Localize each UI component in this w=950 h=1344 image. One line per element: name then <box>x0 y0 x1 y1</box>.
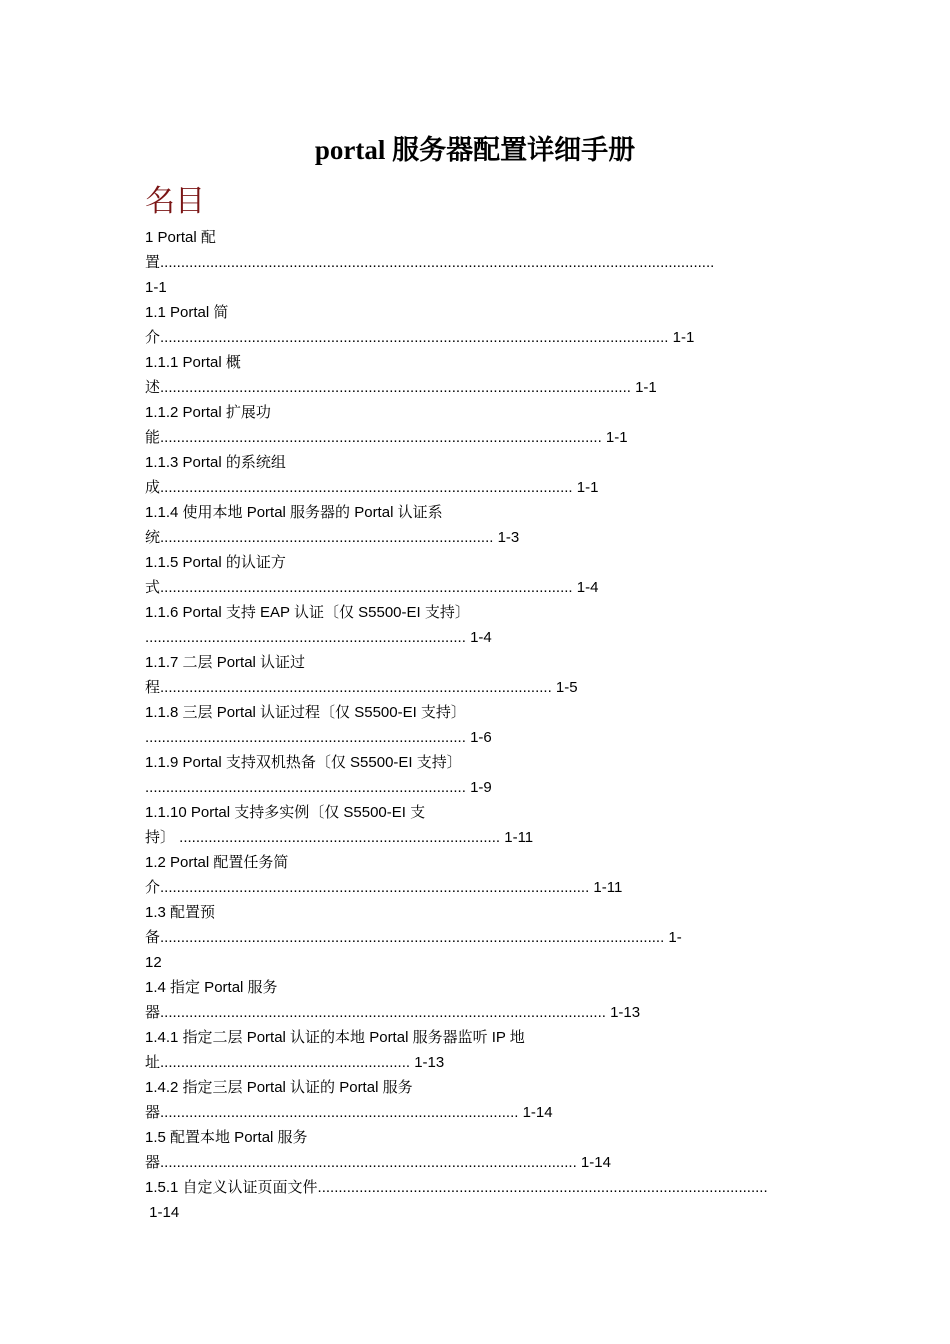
toc-entry-line: 1.1.9 Portal 支持双机热备〔仅 S5500-EI 支持〕 <box>145 754 462 771</box>
toc-entry-line: 介.......................................................................................................................... 1-1 <box>145 329 695 346</box>
toc-entry[interactable] <box>145 350 815 400</box>
toc-entry-line: 1.1.8 三层 Portal 认证过程〔仅 S5500-EI 支持〕 <box>145 704 466 721</box>
toc-entry-line: 1.4 指定 Portal 服务 <box>145 979 278 996</box>
toc-entry-line: 述................................................................................................................. 1-1 <box>145 379 657 396</box>
toc-entry[interactable] <box>145 300 815 350</box>
toc-entry[interactable] <box>145 500 815 550</box>
toc-entry-line: 1.1.5 Portal 的认证方 <box>145 554 286 571</box>
toc-entry-line: 备......................................................................................................................... 1- <box>145 929 682 946</box>
toc-entry-line: 1.1 Portal 简 <box>145 304 229 321</box>
toc-entry-line: 1.1.2 Portal 扩展功 <box>145 404 271 421</box>
toc-entry[interactable] <box>145 700 815 750</box>
toc-entry-line: 1-14 <box>145 1204 180 1221</box>
toc-entry[interactable] <box>145 1175 815 1225</box>
toc-entry-line: 1.1.10 Portal 支持多实例〔仅 S5500-EI 支 <box>145 804 426 821</box>
toc-entry-line: 12 <box>145 954 162 971</box>
toc-entry[interactable] <box>145 650 815 700</box>
toc-entry-line: 1.4.1 指定二层 Portal 认证的本地 Portal 服务器监听 IP 地 <box>145 1029 525 1046</box>
toc-entry-line: 统................................................................................ 1-3 <box>145 529 520 546</box>
toc-entry-line: 1.5.1 自定义认证页面文件............................................................................................................ <box>145 1179 768 1196</box>
toc-entry-line: 介....................................................................................................... 1-11 <box>145 879 623 896</box>
toc-entry-line: 1.1.6 Portal 支持 EAP 认证〔仅 S5500-EI 支持〕 <box>145 604 470 621</box>
toc-entry-line: 式................................................................................................... 1-4 <box>145 579 599 596</box>
toc-entry[interactable] <box>145 800 815 850</box>
toc-entry[interactable] <box>145 1125 815 1175</box>
toc-entry[interactable] <box>145 900 815 975</box>
toc-entry-line: 能.......................................................................................................... 1-1 <box>145 429 628 446</box>
toc-entry[interactable] <box>145 550 815 600</box>
toc-entry-line: 置..................................................................................................................................... <box>145 254 715 271</box>
toc-entry-line: 1-1 <box>145 279 167 296</box>
toc-entry[interactable] <box>145 975 815 1025</box>
toc-entry-line: 1.1.1 Portal 概 <box>145 354 241 371</box>
toc-entry[interactable] <box>145 600 815 650</box>
toc-entry[interactable] <box>145 450 815 500</box>
toc-entry-line: 器...................................................................................... 1-14 <box>145 1104 553 1121</box>
toc-entry[interactable] <box>145 400 815 450</box>
toc-entry-line: 址............................................................ 1-13 <box>145 1054 445 1071</box>
toc-entry-line: 1 Portal 配 <box>145 229 216 246</box>
toc-heading: 名目 <box>145 185 205 218</box>
toc-entry-line: 器........................................................................................................... 1-13 <box>145 1004 641 1021</box>
toc-entry-line: ............................................................................. 1-4 <box>145 629 492 646</box>
toc-entry-line: 程.............................................................................................. 1-5 <box>145 679 578 696</box>
toc-entry[interactable] <box>145 1075 815 1125</box>
toc-entry-line: 1.5 配置本地 Portal 服务 <box>145 1129 308 1146</box>
toc-entry-line: 1.1.7 二层 Portal 认证过 <box>145 654 306 671</box>
toc-entry[interactable] <box>145 750 815 800</box>
toc-entry[interactable] <box>145 1025 815 1075</box>
toc-entry-line: 成................................................................................................... 1-1 <box>145 479 599 496</box>
toc-entry-line: ............................................................................. 1-9 <box>145 779 492 796</box>
toc-entry-line: 持〕 ............................................................................. 1-11 <box>145 829 534 846</box>
toc-entry-line: 1.2 Portal 配置任务简 <box>145 854 289 871</box>
document-title: portal 服务器配置详细手册 <box>314 135 636 165</box>
toc-entry-line: 1.1.3 Portal 的系统组 <box>145 454 286 471</box>
toc-entry-line: ............................................................................. 1-6 <box>145 729 492 746</box>
toc-entry[interactable] <box>145 850 815 900</box>
toc-entry-line: 1.4.2 指定三层 Portal 认证的 Portal 服务 <box>145 1079 413 1096</box>
toc-entry-line: 器.................................................................................................... 1-14 <box>145 1154 611 1171</box>
toc-entry-line: 1.3 配置预 <box>145 904 216 921</box>
toc-entry[interactable] <box>145 225 815 300</box>
toc-entry-line: 1.1.4 使用本地 Portal 服务器的 Portal 认证系 <box>145 504 443 521</box>
table-of-contents <box>145 225 815 1225</box>
